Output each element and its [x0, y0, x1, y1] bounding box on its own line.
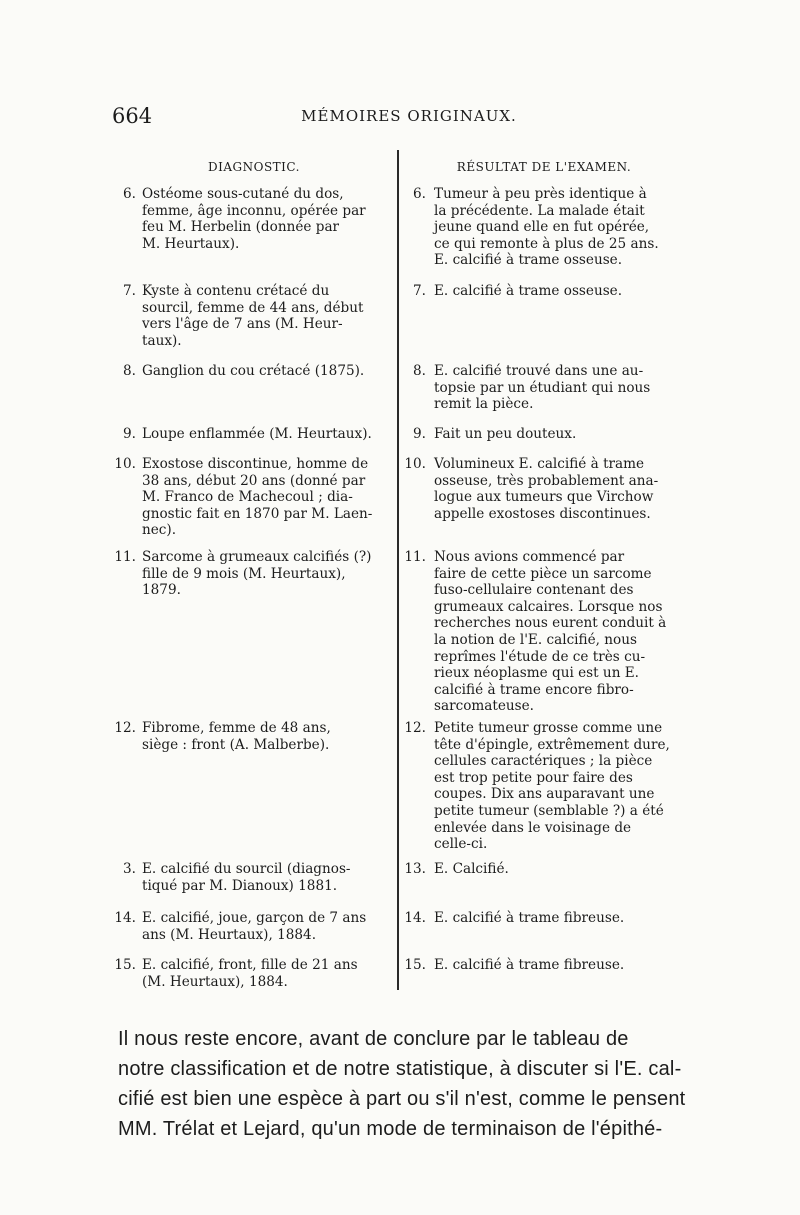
result-text: Petite tumeur grosse comme une tête d'épingle, extrêmement dure, cellules caractériques ; la pièce est trop petite pour faire des coupes. Dix ans auparavant une petite tumeur (semblable ?) a été enlevée dans le voisinage de celle-ci.: [434, 720, 670, 853]
column-header-resultat: RÉSULTAT DE L'EXAMEN.: [456, 160, 632, 174]
entry-number: 8.: [413, 363, 426, 379]
entry-number: 7.: [413, 283, 426, 299]
diagnostic-text: Fibrome, femme de 48 ans, siège : front (A. Malberbe).: [142, 720, 331, 753]
entry-number: 15.: [114, 957, 136, 973]
column-header-diagnostic: DIAGNOSTIC.: [208, 160, 300, 174]
entry-number: 11.: [404, 549, 426, 565]
entry-number: 9.: [123, 426, 136, 442]
diagnostic-text: Ostéome sous-cutané du dos, femme, âge inconnu, opérée par feu M. Herbelin (donnée par M. Heurtaux).: [142, 186, 366, 252]
entry-number: 9.: [413, 426, 426, 442]
entry-number: 11.: [114, 549, 136, 565]
entry-number: 6.: [413, 186, 426, 202]
result-text: Nous avions commencé par faire de cette pièce un sarcome fuso-cellulaire contenant des grumeaux calcaires. Lorsque nos recherches nous eurent conduit à la notion de l'E. calcifié, nous reprîmes l'étude de ce très cu- rieux néoplasme qui est un E. calcifié à trame encore fibro- sarcomateuse.: [434, 549, 667, 715]
entry-number: 15.: [404, 957, 426, 973]
result-text: Tumeur à peu près identique à la précédente. La malade était jeune quand elle en fut opérée, ce qui remonte à plus de 25 ans. E. calcifié à trame osseuse.: [434, 186, 659, 269]
entry-number: 7.: [123, 283, 136, 299]
diagnostic-text: E. calcifié du sourcil (diagnos- tiqué par M. Dianoux) 1881.: [142, 861, 351, 894]
diagnostic-text: E. calcifié, front, fille de 21 ans (M. Heurtaux), 1884.: [142, 957, 358, 990]
column-divider: [397, 150, 399, 990]
result-text: E. calcifié à trame fibreuse.: [434, 910, 625, 926]
entry-number: 12.: [404, 720, 426, 736]
result-text: E. calcifié à trame fibreuse.: [434, 957, 625, 973]
entry-number: 3.: [123, 861, 136, 877]
entry-number: 10.: [114, 456, 136, 472]
entry-number: 12.: [114, 720, 136, 736]
diagnostic-text: Sarcome à grumeaux calcifiés (?) fille de 9 mois (M. Heurtaux), 1879.: [142, 549, 372, 599]
diagnostic-text: E. calcifié, joue, garçon de 7 ans ans (M. Heurtaux), 1884.: [142, 910, 367, 943]
entry-number: 8.: [123, 363, 136, 379]
result-text: Volumineux E. calcifié à trame osseuse, très probablement ana- logue aux tumeurs que Virchow appelle exostoses discontinues.: [434, 456, 659, 522]
body-paragraph: Il nous reste encore, avant de conclure par le tableau de notre classification et de notre statistique, à discuter si l'E. cal- cifié est bien une espèce à part ou s'il n'est, comme le pensent MM. Trélat et Lejard, qu'un mode de terminaison de l'épithé-: [118, 1028, 686, 1140]
result-text: E. calcifié à trame osseuse.: [434, 283, 623, 299]
diagnostic-text: Loupe enflammée (M. Heurtaux).: [142, 426, 372, 442]
diagnostic-text: Exostose discontinue, homme de 38 ans, début 20 ans (donné par M. Franco de Machecoul ; dia- gnostic fait en 1870 par M. Laen- nec).: [142, 456, 373, 539]
result-text: Fait un peu douteux.: [434, 426, 577, 442]
entry-number: 10.: [404, 456, 426, 472]
result-text: E. calcifié trouvé dans une au- topsie par un étudiant qui nous remit la pièce.: [434, 363, 651, 413]
running-head: MÉMOIRES ORIGINAUX.: [301, 107, 517, 125]
result-text: E. Calcifié.: [434, 861, 509, 877]
entry-number: 6.: [123, 186, 136, 202]
page-number: 664: [112, 104, 153, 128]
entry-number: 14.: [404, 910, 426, 926]
diagnostic-text: Ganglion du cou crétacé (1875).: [142, 363, 365, 379]
diagnostic-text: Kyste à contenu crétacé du sourcil, femme de 44 ans, début vers l'âge de 7 ans (M. Heur- taux).: [142, 283, 364, 349]
entry-number: 14.: [114, 910, 136, 926]
entry-number: 13.: [404, 861, 426, 877]
